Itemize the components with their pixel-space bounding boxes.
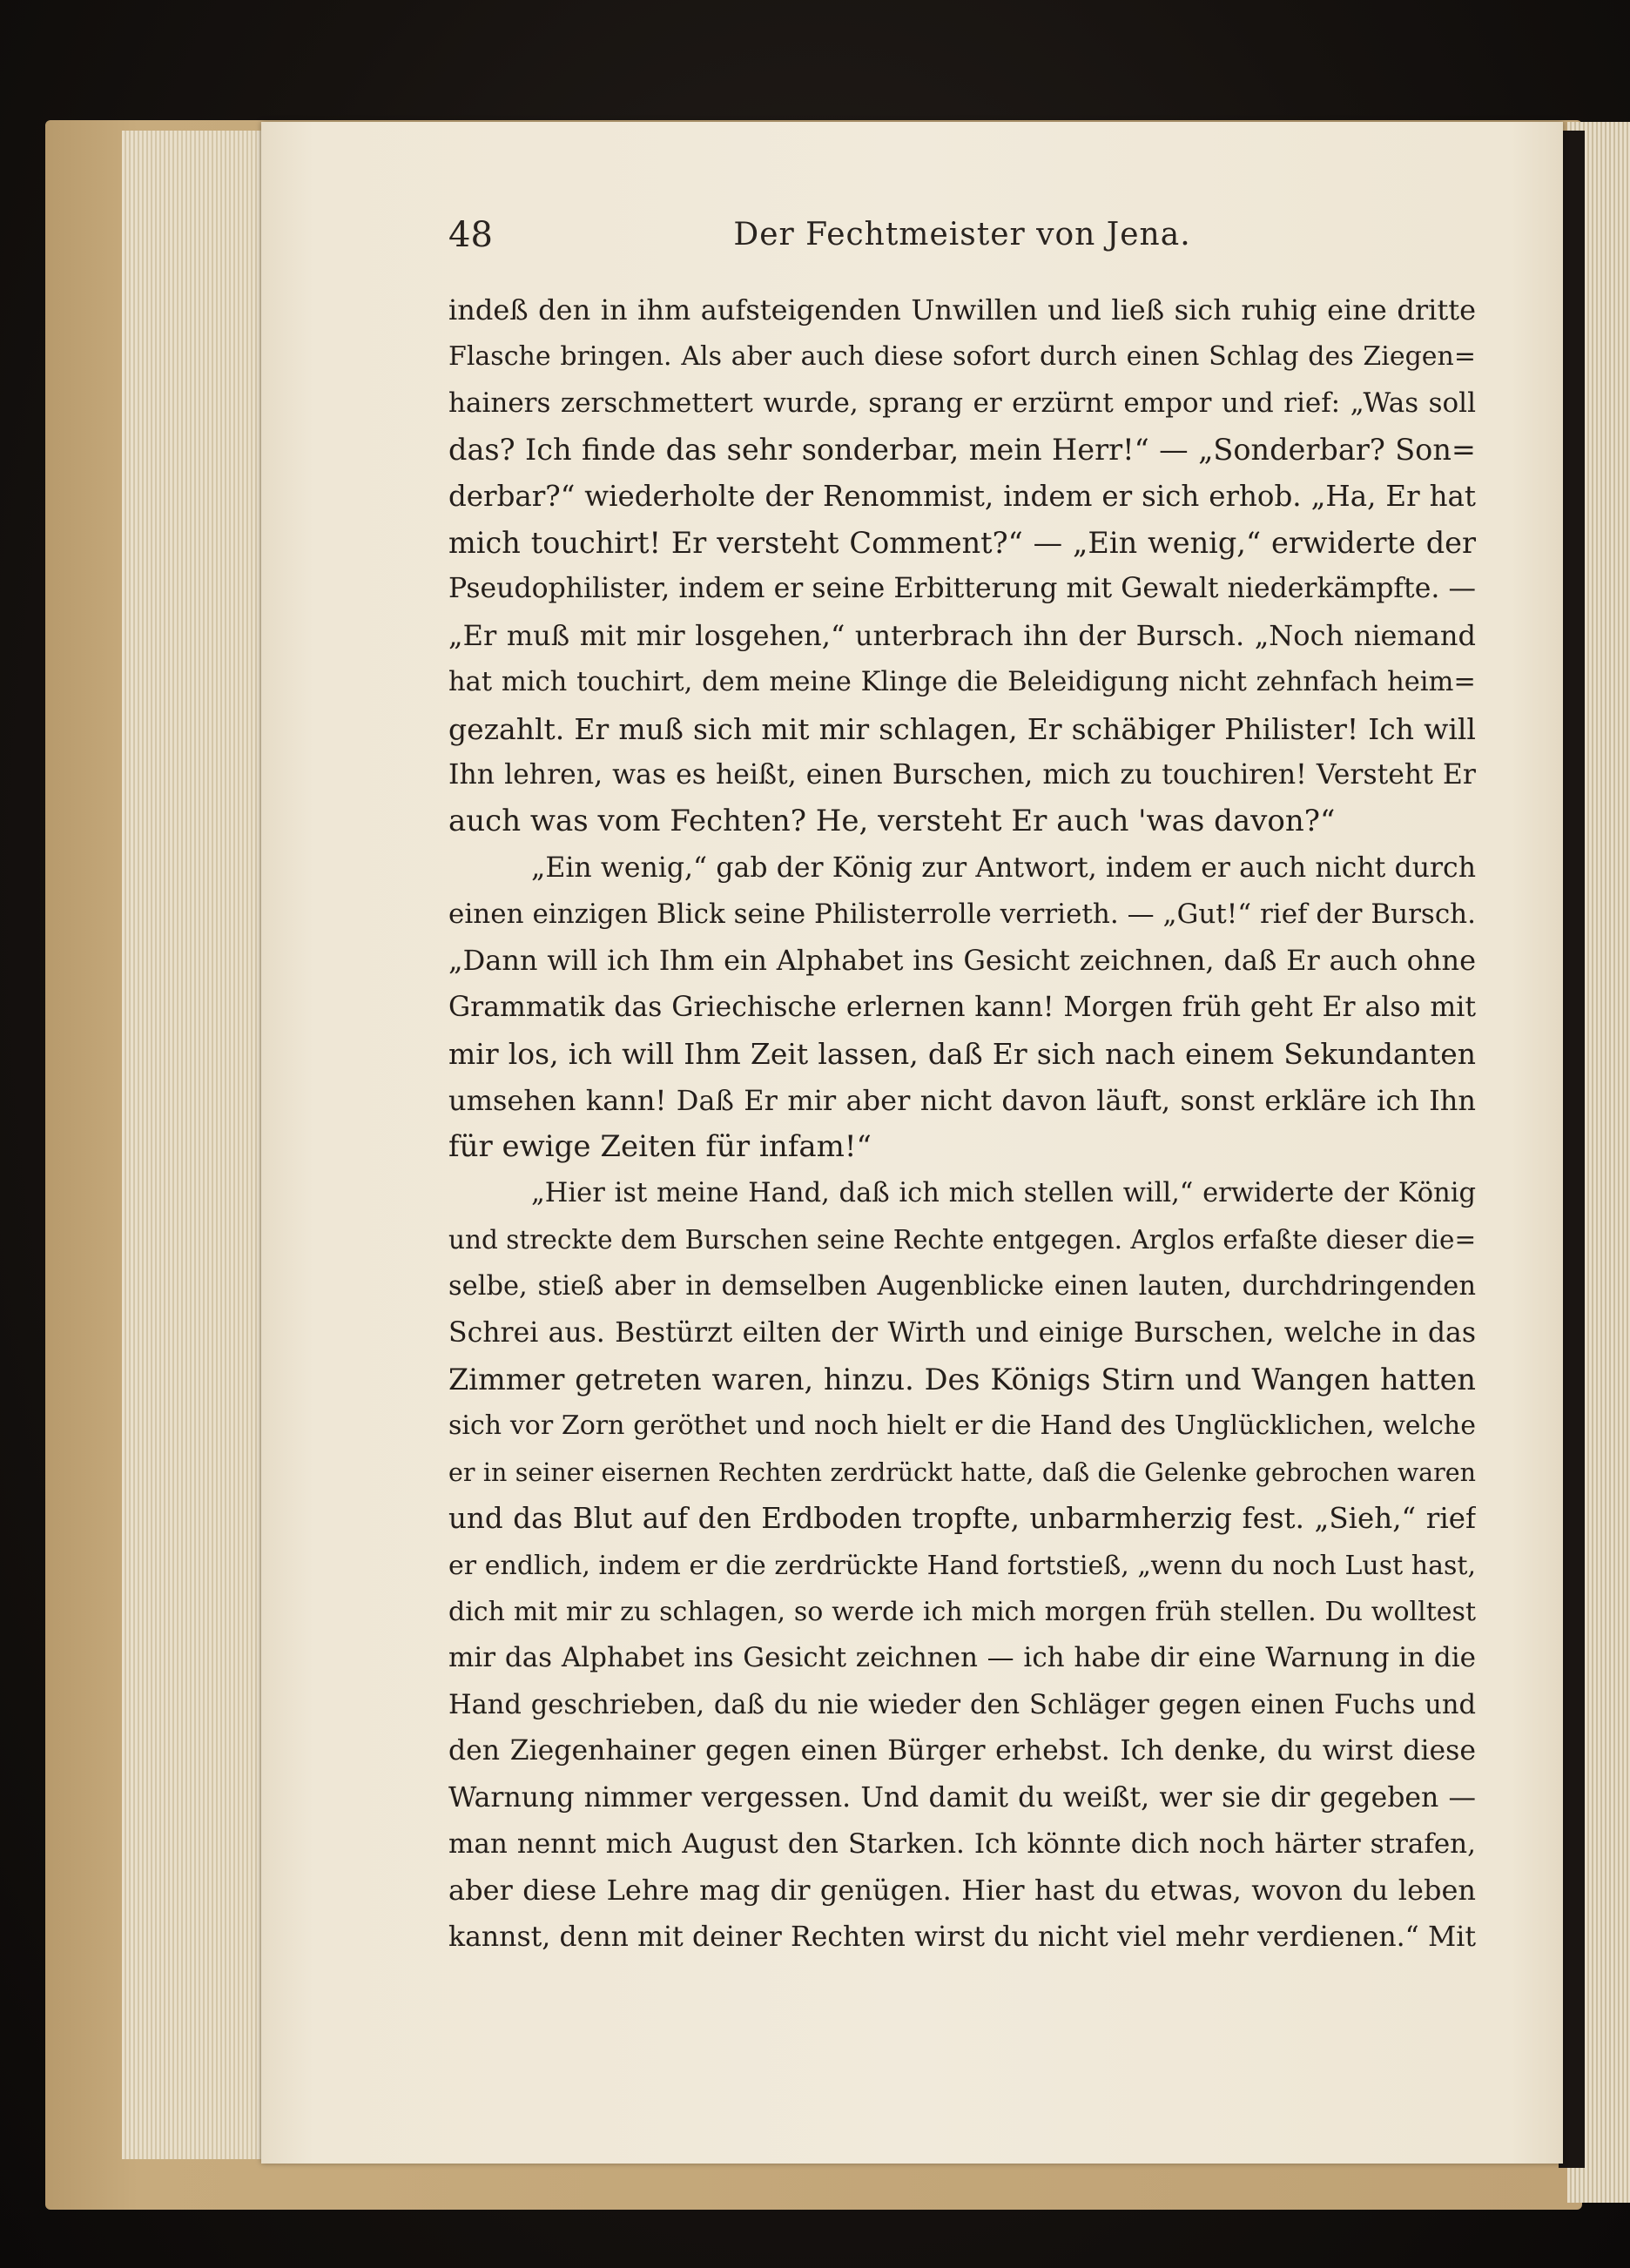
text-line: Pseudophilister, indem er seine Erbitterung mit Gewalt niederkämpfte. — bbox=[448, 573, 1476, 605]
text-line: Schrei aus. Bestürzt eilten der Wirth und einige Burschen, welche in das bbox=[448, 1316, 1476, 1349]
text-line: Flasche bringen. Als aber auch diese sofort durch einen Schlag des Ziegen= bbox=[448, 341, 1476, 373]
text-line: kannst, denn mit deiner Rechten wirst du nicht viel mehr verdienen.“ Mit bbox=[448, 1921, 1476, 1953]
text-line: und das Blut auf den Erdboden tropfte, unbarmherzig fest. „Sieh,“ rief bbox=[448, 1502, 1476, 1536]
text-line: „Ein wenig,“ gab der König zur Antwort, indem er auch nicht durch bbox=[531, 851, 1476, 884]
body-text bbox=[448, 287, 1476, 1961]
text-line: Ihn lehren, was es heißt, einen Burschen, mich zu touchiren! Versteht Er bbox=[448, 758, 1476, 791]
text-line: auch was vom Fechten? He, versteht Er auch 'was davon?“ bbox=[448, 804, 1336, 839]
running-title: Der Fechtmeister von Jena. bbox=[733, 217, 1191, 252]
page-number: 48 bbox=[448, 215, 493, 255]
text-line: hainers zerschmettert wurde, sprang er erzürnt empor und rief: „Was soll bbox=[448, 387, 1476, 419]
text-line: Hand geschrieben, daß du nie wieder den Schläger gegen einen Fuchs und bbox=[448, 1689, 1476, 1720]
text-line: das? Ich finde das sehr sonderbar, mein Herr!“ — „Sonderbar? Son= bbox=[448, 433, 1476, 468]
text-line: und streckte dem Burschen seine Rechte entgegen. Arglos erfaßte dieser die= bbox=[448, 1224, 1476, 1255]
text-line: gezahlt. Er muß sich mit mir schlagen, Er schäbiger Philister! Ich will bbox=[448, 711, 1476, 746]
left-page-edges bbox=[122, 131, 279, 2159]
text-line: den Ziegenhainer gegen einen Bürger erhebst. Ich denke, du wirst diese bbox=[448, 1735, 1476, 1767]
text-line: umsehen kann! Daß Er mir aber nicht davon läuft, sonst erkläre ich Ihn bbox=[448, 1083, 1476, 1117]
text-line: dich mit mir zu schlagen, so werde ich mich morgen früh stellen. Du wolltest bbox=[448, 1596, 1476, 1627]
text-line: er endlich, indem er die zerdrückte Hand fortstieß, „wenn du noch Lust hast, bbox=[448, 1550, 1476, 1581]
text-line: Zimmer getreten waren, hinzu. Des Königs Stirn und Wangen hatten bbox=[448, 1362, 1476, 1396]
text-line: derbar?“ wiederholte der Renommist, indem er sich erhob. „Ha, Er hat bbox=[448, 479, 1476, 513]
text-line: Warnung nimmer vergessen. Und damit du weißt, wer sie dir gegeben — bbox=[448, 1781, 1476, 1814]
text-line: er in seiner eisernen Rechten zerdrückt hatte, daß die Gelenke gebrochen waren bbox=[448, 1457, 1476, 1487]
text-line: „Hier ist meine Hand, daß ich mich stellen will,“ erwiderte der König bbox=[531, 1178, 1476, 1209]
text-line: indeß den in ihm aufsteigenden Unwillen und ließ sich ruhig eine dritte bbox=[448, 293, 1476, 326]
text-line: einen einzigen Blick seine Philisterrolle verrieth. — „Gut!“ rief der Bursch. bbox=[448, 898, 1476, 931]
page-header bbox=[448, 209, 1476, 261]
text-line: mir los, ich will Ihm Zeit lassen, daß Er sich nach einem Sekundanten bbox=[448, 1037, 1476, 1072]
text-line: selbe, stieß aber in demselben Augenblicke einen lauten, durchdringenden bbox=[448, 1271, 1476, 1302]
text-line: aber diese Lehre mag dir genügen. Hier hast du etwas, wovon du leben bbox=[448, 1874, 1476, 1908]
text-line: hat mich touchirt, dem meine Klinge die Beleidigung nicht zehnfach heim= bbox=[448, 667, 1476, 698]
text-line: für ewige Zeiten für infam!“ bbox=[448, 1129, 872, 1165]
text-line: Grammatik das Griechische erlernen kann! Morgen früh geht Er also mit bbox=[448, 991, 1476, 1023]
text-line: mich touchirt! Er versteht Comment?“ — „Ein wenig,“ erwiderte der bbox=[448, 525, 1476, 560]
text-line: „Er muß mit mir losgehen,“ unterbrach ihn der Bursch. „Noch niemand bbox=[448, 618, 1476, 652]
text-line: mir das Alphabet ins Gesicht zeichnen — ich habe dir eine Warnung in die bbox=[448, 1642, 1476, 1674]
text-line: man nennt mich August den Starken. Ich könnte dich noch härter strafen, bbox=[448, 1827, 1476, 1860]
text-line: sich vor Zorn geröthet und noch hielt er die Hand des Unglücklichen, welche bbox=[448, 1410, 1476, 1442]
text-line: „Dann will ich Ihm ein Alphabet ins Gesicht zeichnen, daß Er auch ohne bbox=[448, 944, 1476, 978]
